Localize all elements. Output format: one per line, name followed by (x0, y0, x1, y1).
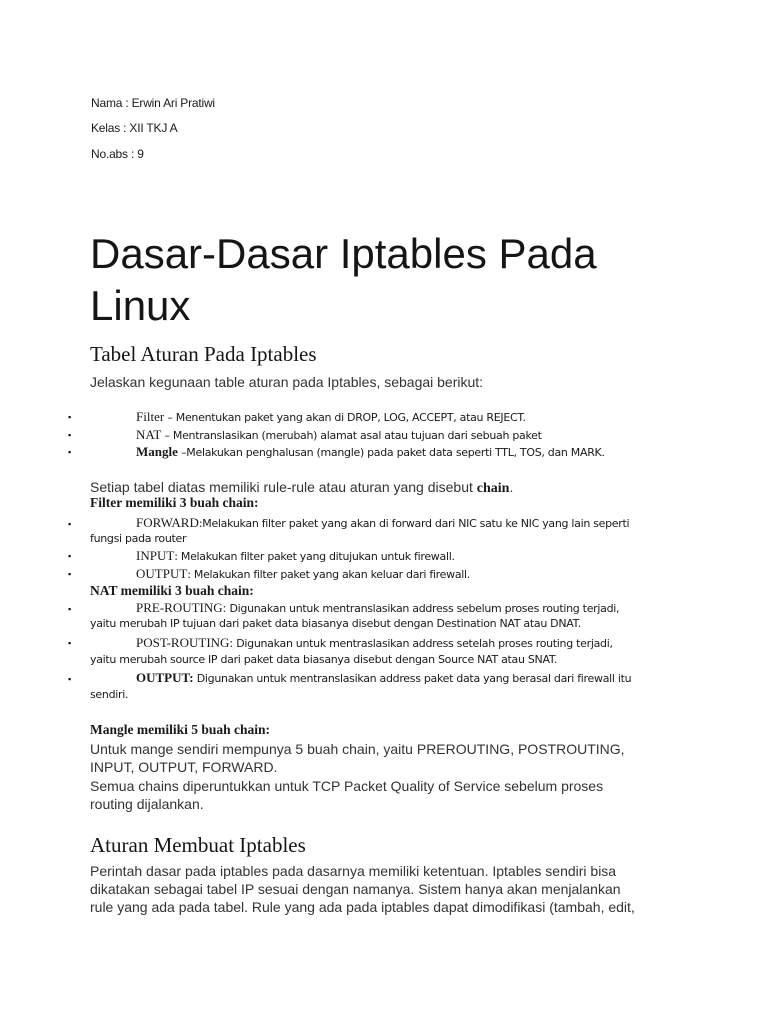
term-filter: Filter (136, 409, 165, 424)
page-title-line2: Linux (90, 282, 191, 329)
desc-prerouting: Digunakan untuk mentranslasikan address sebelum proses routing terjadi, (226, 602, 620, 615)
bullet-icon: ▪ (68, 519, 72, 529)
bullet-icon: ▪ (68, 551, 72, 561)
list-item-continuation: fungsi pada router (90, 532, 187, 545)
list-item-filter (136, 409, 676, 425)
list-item-nat (136, 427, 676, 443)
list-item-prerouting (136, 600, 676, 616)
term-nat-output: OUTPUT: (136, 670, 194, 685)
list-item-continuation: yaitu merubah source IP dari paket data biasanya disebut dengan Source NAT atau SNAT. (90, 653, 558, 666)
section-intro: Jelaskan kegunaan table aturan pada Iptables, sebagai berikut: (90, 374, 484, 390)
aturan-line-3: rule yang ada pada tabel. Rule yang ada pada iptables dapat dimodifikasi (tambah, edit, (90, 899, 635, 915)
aturan-line-1: Perintah dasar pada iptables pada dasarnya memiliki ketentuan. Iptables sendiri bisa (90, 863, 617, 879)
mangle-line-1: Untuk mange sendiri mempunya 5 buah chain, yaitu PREROUTING, POSTROUTING, (90, 741, 625, 757)
student-class: Kelas : XII TKJ A (91, 121, 178, 135)
bullet-icon: ▪ (68, 638, 72, 648)
mangle-line-4: routing dijalankan. (90, 796, 204, 812)
section-heading-tabel: Tabel Aturan Pada Iptables (90, 342, 317, 366)
list-item-continuation: sendiri. (90, 688, 129, 701)
bullet-icon: ▪ (68, 604, 72, 614)
page-title-line1: Dasar-Dasar Iptables Pada (90, 230, 597, 277)
aturan-line-2: dikatakan sebagai tabel IP sesuai dengan namanya. Sistem hanya akan menjalankan (90, 881, 621, 897)
bullet-icon: ▪ (68, 430, 72, 440)
term-forward: FORWARD (136, 515, 199, 530)
student-name: Nama : Erwin Ari Pratiwi (91, 96, 215, 110)
term-nat: NAT (136, 427, 162, 442)
list-item-postrouting (136, 635, 676, 651)
desc-mangle: –Melakukan penghalusan (mangle) pada paket data seperti TTL, TOS, dan MARK. (177, 446, 605, 459)
desc-output: : Melakukan filter paket yang akan keluar dari firewall. (187, 568, 470, 581)
bullet-icon: ▪ (68, 412, 72, 422)
bullet-icon: ▪ (68, 674, 72, 684)
list-item-continuation: yaitu merubah IP tujuan dari paket data biasanya disebut dengan Destination NAT atau DNAT. (90, 617, 581, 630)
term-input: INPUT (136, 548, 175, 563)
page-title (90, 228, 710, 332)
chain-intro-text: Setiap tabel diatas memiliki rule-rule atau aturan yang disebut (90, 479, 477, 495)
list-item-output (136, 566, 676, 582)
nat-chains-heading: NAT memiliki 3 buah chain: (90, 583, 254, 598)
mangle-chains-heading: Mangle memiliki 5 buah chain: (90, 722, 271, 737)
mangle-line-2: INPUT, OUTPUT, FORWARD. (90, 759, 278, 775)
chain-intro-end: . (509, 479, 514, 495)
section-heading-aturan: Aturan Membuat Iptables (90, 833, 306, 857)
desc-input: : Melakukan filter paket yang ditujukan untuk firewall. (174, 550, 455, 563)
term-prerouting: PRE-ROUTING: (136, 600, 227, 615)
filter-chains-heading: Filter memiliki 3 buah chain: (90, 495, 259, 510)
desc-nat: – Mentranslasikan (merubah) alamat asal atau tujuan dari sebuah paket (161, 429, 542, 442)
term-output: OUTPUT (136, 566, 188, 581)
student-number: No.abs : 9 (91, 147, 144, 161)
list-item-mangle (136, 444, 676, 460)
term-postrouting: POST-ROUTING: (136, 635, 234, 650)
bullet-icon: ▪ (68, 569, 72, 579)
list-item-input (136, 548, 676, 564)
chain-word: chain (476, 481, 510, 496)
list-item-nat-output (136, 670, 676, 686)
bullet-icon: ▪ (68, 447, 72, 457)
mangle-line-3: Semua chains diperuntukkan untuk TCP Packet Quality of Service sebelum proses (90, 778, 604, 794)
desc-postrouting: Digunakan untuk mentraslasikan address setelah proses routing terjadi, (233, 637, 613, 650)
list-item-forward (136, 515, 676, 531)
term-mangle: Mangle (136, 444, 178, 459)
desc-forward: :Melakukan filter paket yang akan di forward dari NIC satu ke NIC yang lain seperti (198, 517, 630, 530)
desc-nat-output: Digunakan untuk mentranslasikan address paket data yang berasal dari firewall itu (193, 672, 632, 685)
desc-filter: – Menentukan paket yang akan di DROP, LOG, ACCEPT, atau REJECT. (164, 411, 526, 424)
